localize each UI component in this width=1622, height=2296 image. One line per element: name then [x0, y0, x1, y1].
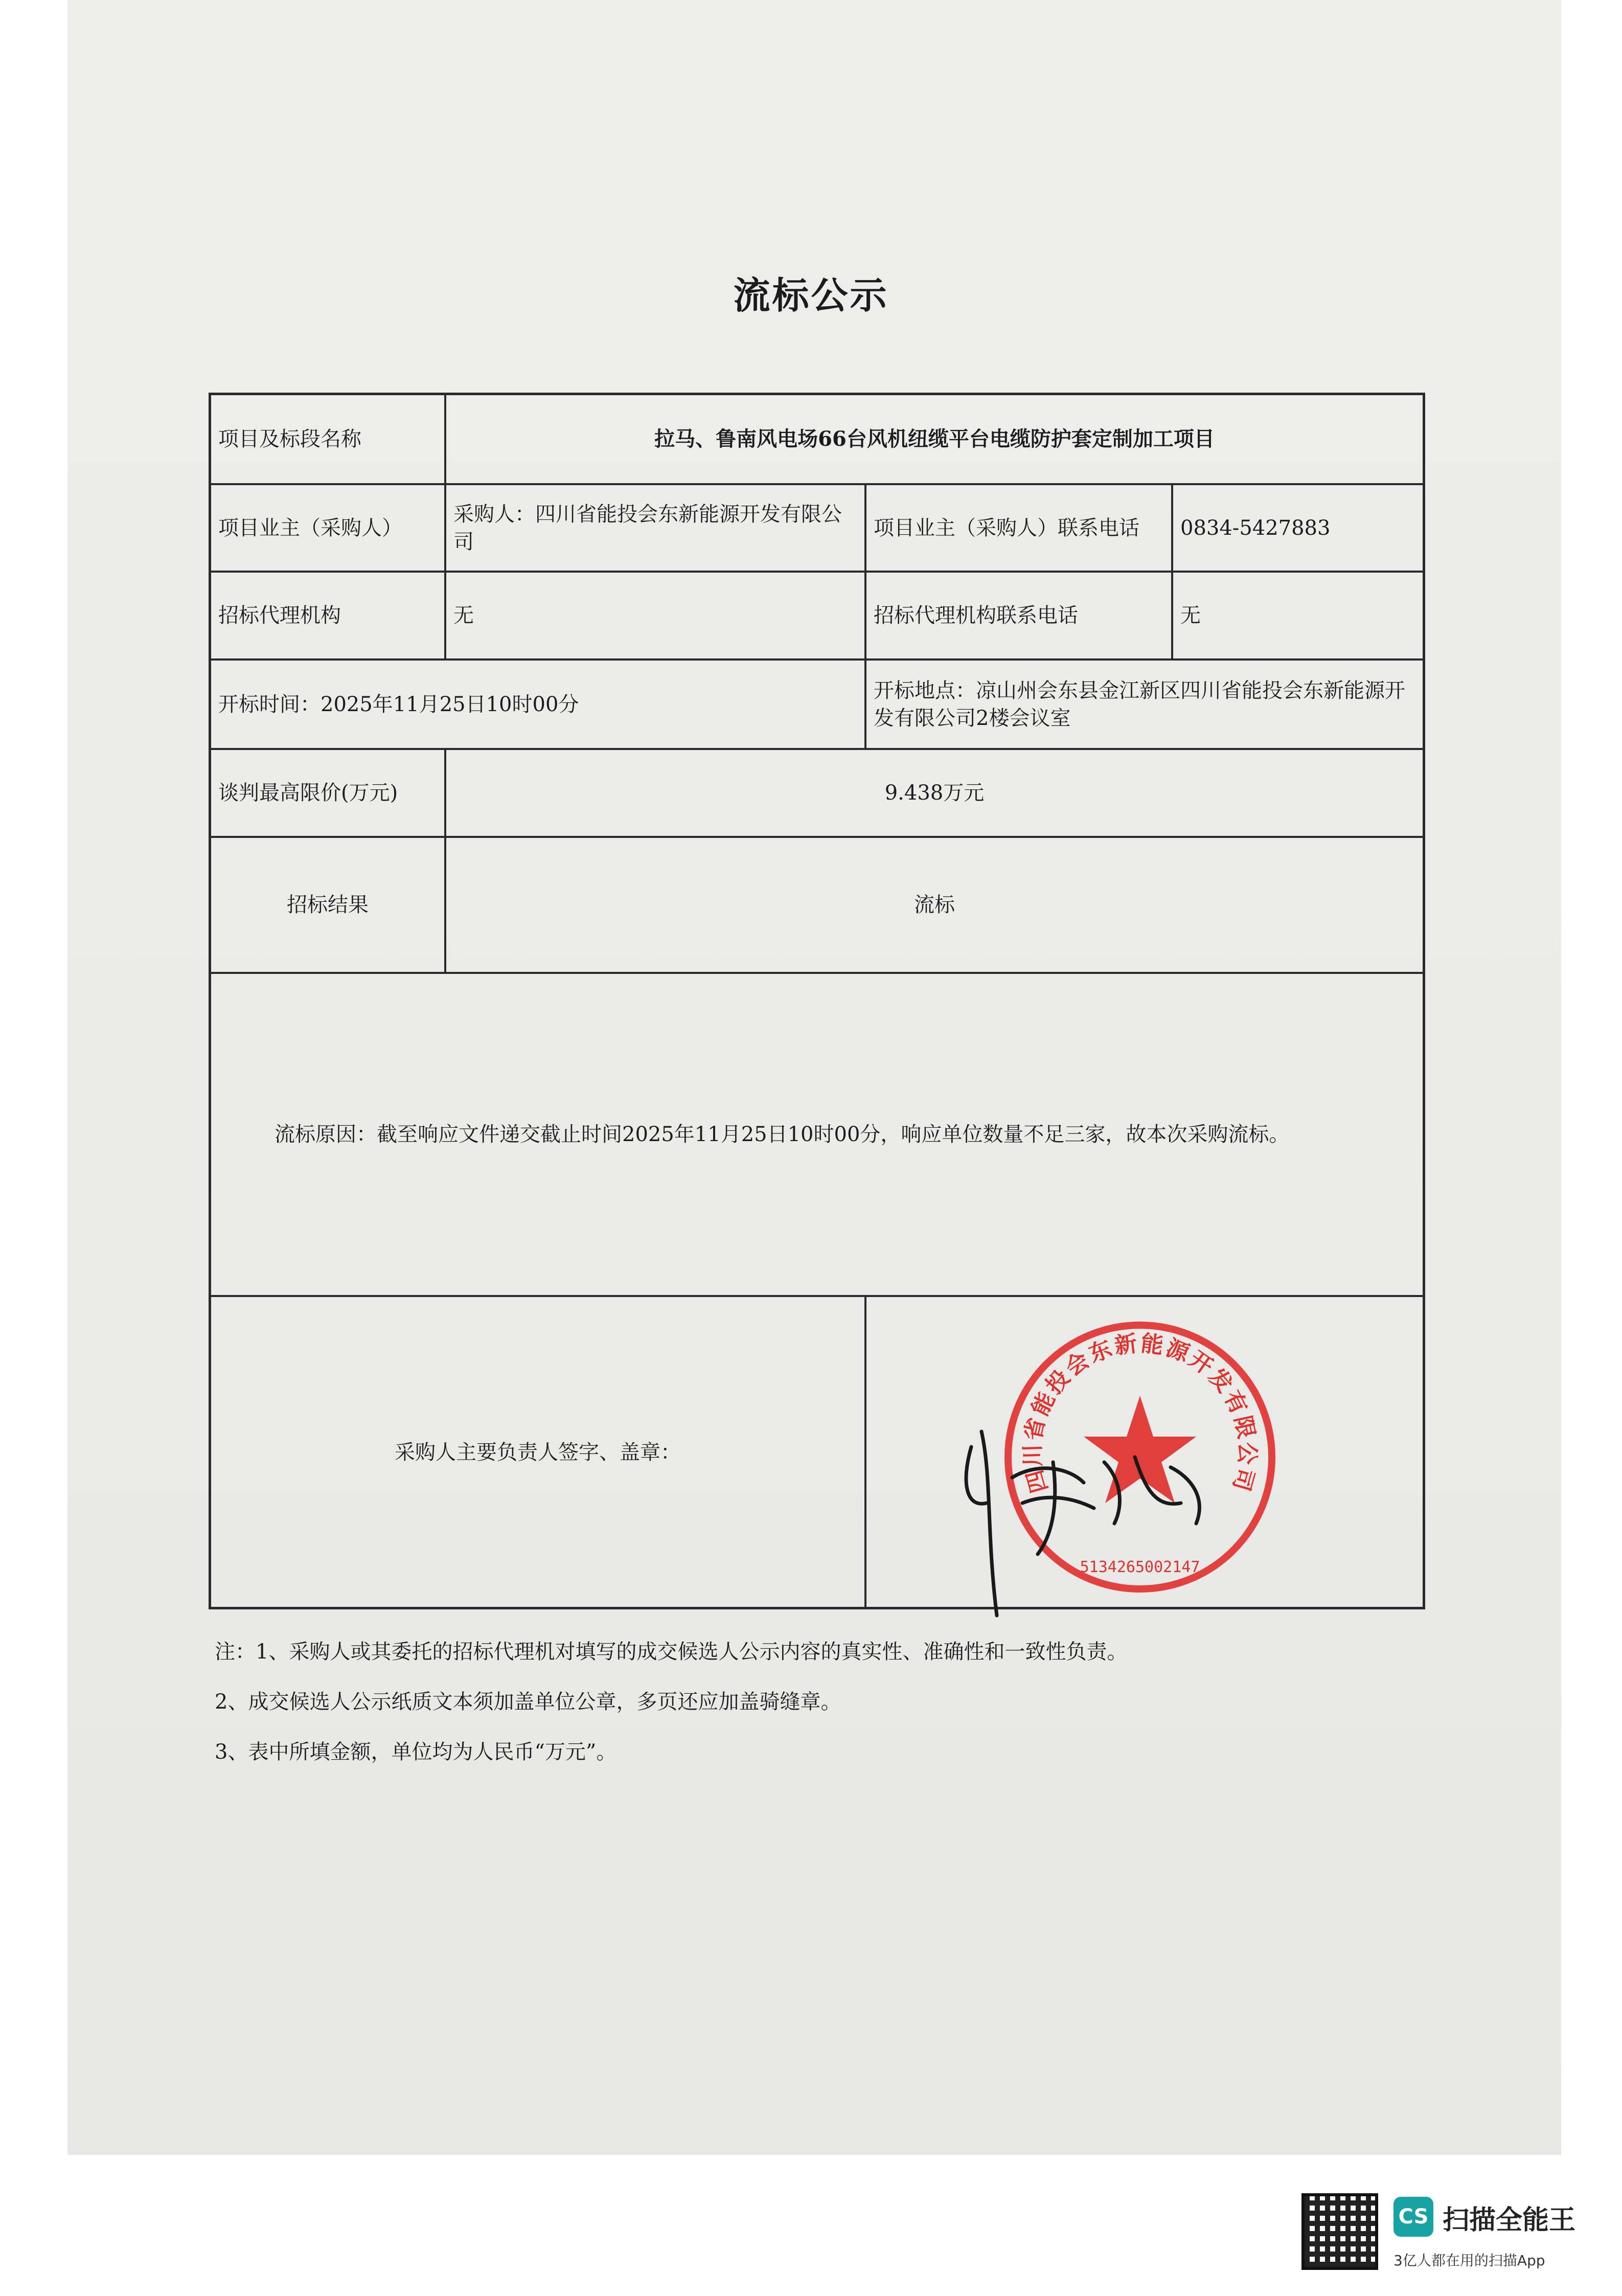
max-price-label: 谈判最高限价(万元) — [218, 781, 398, 805]
app-name: 扫描全能王 — [1443, 2205, 1576, 2236]
opening-place: 开标地点：凉山州会东县金江新区四川省能投会东新能源开发有限公司2楼会议室 — [874, 678, 1405, 730]
owner-label: 项目业主（采购人） — [218, 516, 402, 540]
qr-code — [1301, 2193, 1378, 2270]
owner-value: 采购人：四川省能投会东新能源开发有限公司 — [453, 502, 842, 554]
owner-phone-value: 0834-5427883 — [1180, 516, 1331, 540]
project-name-value: 拉马、鲁南风电场66台风机纽缆平台电缆防护套定制加工项目 — [654, 427, 1215, 451]
agency-value: 无 — [453, 604, 474, 627]
note-3: 3、表中所填金额，单位均为人民币“万元”。 — [215, 1740, 617, 1764]
app-tagline: 3亿人都在用的扫描App — [1393, 2252, 1545, 2269]
max-price-value: 9.438万元 — [884, 781, 985, 805]
note-1: 注：1、采购人或其委托的招标代理机对填写的成交候选人公示内容的真实性、准确性和一致性负责。 — [215, 1640, 1128, 1664]
page-title: 流标公示 — [733, 274, 889, 317]
owner-phone-label: 项目业主（采购人）联系电话 — [874, 516, 1139, 540]
seal-text: 四川省能投会东新能源开发有限公司 — [1019, 1330, 1261, 1496]
handwritten-signature — [951, 1401, 1237, 1626]
opening-time: 开标时间：2025年11月25日10时00分 — [218, 692, 579, 716]
agency-phone-label: 招标代理机构联系电话 — [874, 604, 1078, 627]
seal-code: 5134265002147 — [1080, 1558, 1200, 1576]
result-value: 流标 — [914, 893, 955, 917]
result-label: 招标结果 — [287, 893, 369, 917]
agency-phone-value: 无 — [1180, 604, 1201, 627]
project-name-label: 项目及标段名称 — [218, 427, 361, 451]
col-divider — [864, 1295, 866, 1608]
failure-reason: 流标原因：截至响应文件递交截止时间2025年11月25日10时00分，响应单位数量不足三家，故本次采购流标。 — [275, 1123, 1290, 1146]
agency-label: 招标代理机构 — [218, 604, 341, 627]
camscanner-logo-icon: CS — [1393, 2197, 1433, 2237]
signature-label: 采购人主要负责人签字、盖章： — [395, 1441, 681, 1464]
note-2: 2、成交候选人公示纸质文本须加盖单位公章，多页还应加盖骑缝章。 — [215, 1690, 841, 1714]
